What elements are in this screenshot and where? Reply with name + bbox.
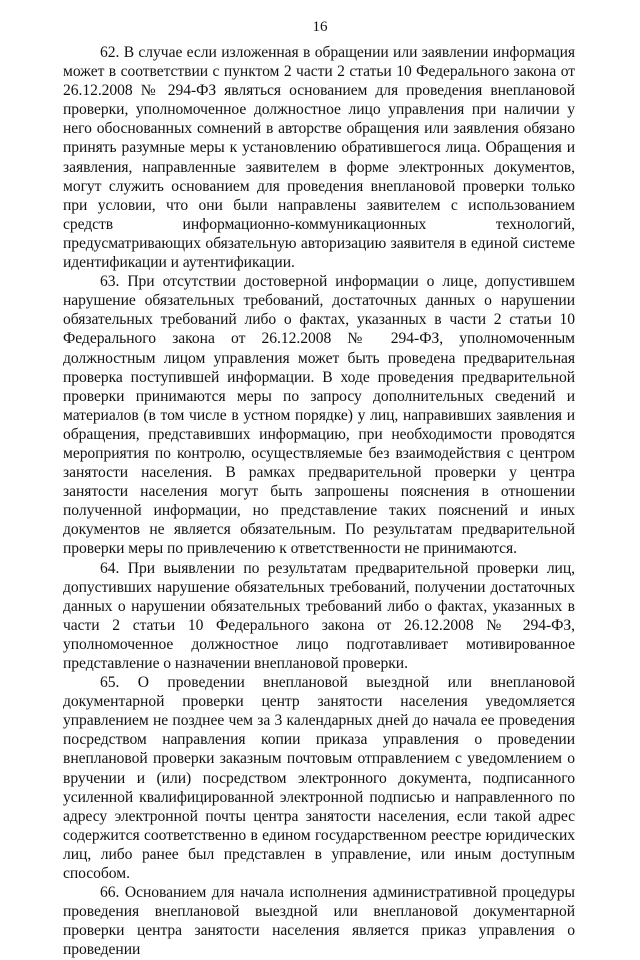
paragraph-63: 63. При отсутствии достоверной информации о лице, допустившем нарушение обязательных требований, достаточных данных о нарушении обязательных требований либо о фактах, указанных в части 2 статьи 10 Федерального закона от 26.12.2008 № 294-ФЗ, уполномоченным должностным лицом управления может быть проведена предварительная проверка поступившей информации. В ходе проведения предварительной проверки принимаются меры по запросу дополнительных сведений и материалов (в том числе в устном порядке) у лиц, направивших заявления и обращения, представивших информацию, при необходимости проводятся мероприятия по контролю, осуществляемые без взаимодействия с центром занятости населения. В рамках предварительной проверки у центра занятости населения могут быть запрошены пояснения в отношении полученной информации, но представление таких пояснений и иных документов не является обязательным. По результатам предварительной проверки меры по привлечению к ответственности не принимаются.: [63, 273, 575, 558]
paragraph-66: 66. Основанием для начала исполнения административной процедуры проведения внеплановой выездной или внеплановой документарной проверки центра занятости населения является приказ управления о проведении: [63, 884, 575, 959]
page-number: 16: [312, 19, 328, 35]
paragraph-64: 64. При выявлении по результатам предварительной проверки лиц, допустивших нарушение обязательных требований, получении достаточных данных о нарушении обязательных требований либо о фактах, указанных в части 2 статьи 10 Федерального закона от 26.12.2008 № 294-ФЗ, уполномоченное должностное лицо подготавливает мотивированное представление о назначении внеплановой проверки.: [63, 559, 575, 672]
paragraph-65: 65. О проведении внеплановой выездной или внеплановой документарной проверки центр занятости населения уведомляется управлением не позднее чем за 3 календарных дней до начала ее проведения посредством направления копии приказа управления о проведении внеплановой проверки заказным почтовым отправлением с уведомлением о вручении и (или) посредством электронного документа, подписанного усиленной квалифицированной электронной подписью и направленного по адресу электронной почты центра занятости населения, если такой адрес содержится соответственно в едином государственном реестре юридических лиц, либо ранее был представлен в управление, или иным доступным способом.: [63, 674, 575, 883]
document-body: [63, 43, 575, 960]
paragraph-62: 62. В случае если изложенная в обращении или заявлении информация может в соответствии с пунктом 2 части 2 статьи 10 Федерального закона от 26.12.2008 № 294-ФЗ являться основанием для проведения внеплановой проверки, уполномоченное должностное лицо управления при наличии у него обоснованных сомнений в авторстве обращения или заявления обязано принять разумные меры к установлению обратившегося лица. Обращения и заявления, направленные заявителем в форме электронных документов, могут служить основанием для проведения внеплановой проверки только при условии, что они были направлены заявителем с использованием средств информационно-коммуникационных технологий, предусматривающих обязательную авторизацию заявителя в единой системе идентификации и аутентификации.: [63, 44, 575, 272]
